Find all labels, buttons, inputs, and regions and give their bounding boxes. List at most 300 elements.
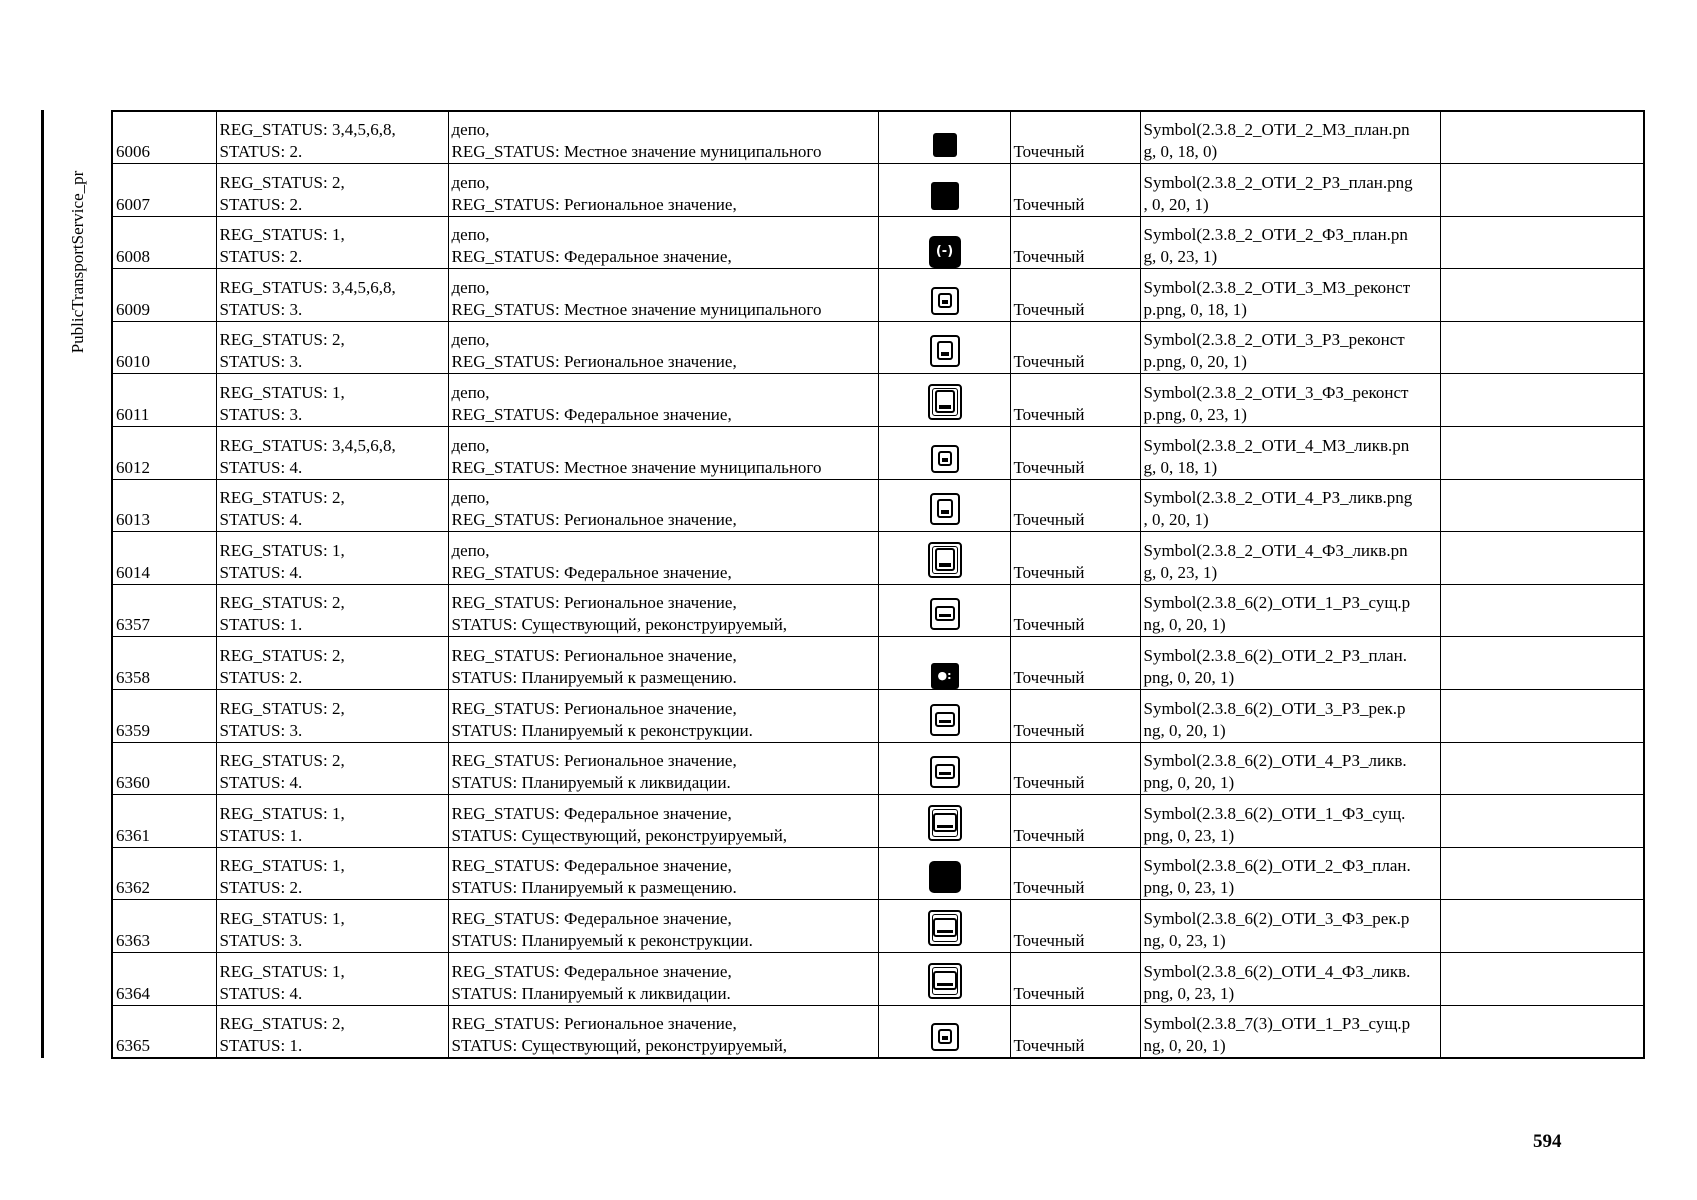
description-line: REG_STATUS: Региональное значение, — [451, 646, 737, 666]
description-line: REG_STATUS: Региональное значение, — [451, 1013, 737, 1033]
geometry-text: Точечный — [1013, 668, 1085, 688]
geometry-cell — [1010, 847, 1140, 900]
symbol-line: Symbol(2.3.8_6(2)_ОТИ_2_ФЗ_план. — [1143, 856, 1411, 876]
extra-cell — [1440, 216, 1644, 269]
code-cell — [112, 1005, 216, 1058]
symbol-preview-cell — [878, 900, 1010, 953]
condition-line: STATUS: 2. — [219, 142, 303, 162]
table-row — [112, 742, 1644, 795]
geometry-cell — [1010, 532, 1140, 585]
description-cell — [448, 111, 878, 164]
symbol-line: , 0, 20, 1) — [1143, 194, 1209, 214]
description-cell — [448, 321, 878, 374]
symbol-cell — [1140, 216, 1440, 269]
symbol-preview-cell — [878, 742, 1010, 795]
symbol-preview-cell — [878, 269, 1010, 322]
code-cell — [112, 532, 216, 585]
description-line: REG_STATUS: Федеральное значение, — [451, 247, 732, 267]
condition-cell — [216, 374, 448, 427]
depot-reconstruction-federal-icon — [928, 405, 962, 424]
description-cell — [448, 269, 878, 322]
condition-cell — [216, 742, 448, 795]
description-line: STATUS: Планируемый к ликвидации. — [451, 773, 731, 793]
description-line: REG_STATUS: Региональное значение, — [451, 593, 737, 613]
description-line: депо, — [451, 225, 490, 245]
condition-cell — [216, 584, 448, 637]
condition-line: REG_STATUS: 1, — [219, 225, 345, 245]
geometry-cell — [1010, 216, 1140, 269]
code-cell — [112, 584, 216, 637]
description-line: REG_STATUS: Федеральное значение, — [451, 803, 732, 823]
code-cell — [112, 742, 216, 795]
symbol-line: Symbol(2.3.8_2_ОТИ_2_РЗ_план.png — [1143, 172, 1413, 192]
geometry-cell — [1010, 164, 1140, 217]
table-row — [112, 900, 1644, 953]
geometry-text: Точечный — [1013, 247, 1085, 267]
symbol-line: g, 0, 23, 1) — [1143, 562, 1218, 582]
symbol-line: Symbol(2.3.8_6(2)_ОТИ_4_РЗ_ликв. — [1143, 751, 1407, 771]
depot-liquidation-local-icon — [931, 458, 959, 477]
symbol-preview-cell — [878, 532, 1010, 585]
geometry-cell — [1010, 795, 1140, 848]
depot-liquidation-federal-icon — [928, 563, 962, 582]
condition-line: REG_STATUS: 2, — [219, 646, 345, 666]
geometry-text: Точечный — [1013, 983, 1085, 1003]
code-cell — [112, 690, 216, 743]
symbol-cell — [1140, 321, 1440, 374]
symbol-line: png, 0, 20, 1) — [1143, 773, 1235, 793]
geometry-cell — [1010, 111, 1140, 164]
depot-planned-local-icon — [933, 142, 957, 161]
description-cell — [448, 742, 878, 795]
condition-line: STATUS: 4. — [219, 457, 303, 477]
extra-cell — [1440, 269, 1644, 322]
description-cell — [448, 427, 878, 480]
geometry-text: Точечный — [1013, 720, 1085, 740]
condition-line: REG_STATUS: 1, — [219, 909, 345, 928]
geometry-text: Точечный — [1013, 299, 1085, 319]
extra-cell — [1440, 321, 1644, 374]
geometry-text: Точечный — [1013, 457, 1085, 477]
description-cell — [448, 584, 878, 637]
description-cell — [448, 900, 878, 953]
description-line: REG_STATUS: Региональное значение, — [451, 510, 737, 530]
condition-cell — [216, 900, 448, 953]
code-text: 6010 — [116, 352, 150, 372]
description-line: депо, — [451, 120, 490, 140]
code-cell — [112, 111, 216, 164]
code-text: 6008 — [116, 247, 150, 267]
condition-line: STATUS: 2. — [219, 878, 303, 898]
description-line: STATUS: Планируемый к реконструкции. — [451, 931, 753, 950]
symbol-line: png, 0, 23, 1) — [1143, 825, 1235, 845]
condition-line: STATUS: 4. — [219, 510, 303, 530]
geometry-text: Точечный — [1013, 773, 1085, 793]
code-text: 6359 — [116, 720, 150, 740]
extra-cell — [1440, 953, 1644, 1006]
table-row — [112, 111, 1644, 164]
symbol-line: Symbol(2.3.8_7(3)_ОТИ_1_РЗ_сущ.p — [1143, 1013, 1411, 1033]
symbol-line: р.png, 0, 23, 1) — [1143, 405, 1247, 425]
description-cell — [448, 795, 878, 848]
condition-line: STATUS: 4. — [219, 773, 303, 793]
symbol-preview-cell — [878, 584, 1010, 637]
geometry-cell — [1010, 427, 1140, 480]
code-text: 6361 — [116, 825, 150, 845]
description-line: REG_STATUS: Местное значение муниципального — [451, 457, 822, 477]
extra-cell — [1440, 479, 1644, 532]
symbol-preview-cell — [878, 637, 1010, 690]
symbol-line: р.png, 0, 18, 1) — [1143, 299, 1247, 319]
extra-cell — [1440, 900, 1644, 953]
geometry-cell — [1010, 1005, 1140, 1058]
code-text: 6360 — [116, 773, 150, 793]
symbol-cell — [1140, 584, 1440, 637]
geometry-cell — [1010, 742, 1140, 795]
symbol-line: png, 0, 20, 1) — [1143, 668, 1235, 688]
table-row — [112, 1005, 1644, 1058]
extra-cell — [1440, 742, 1644, 795]
geometry-cell — [1010, 637, 1140, 690]
extra-cell — [1440, 584, 1644, 637]
condition-cell — [216, 953, 448, 1006]
geometry-cell — [1010, 584, 1140, 637]
condition-cell — [216, 690, 448, 743]
table-row — [112, 216, 1644, 269]
code-cell — [112, 374, 216, 427]
extra-cell — [1440, 164, 1644, 217]
page-number: 594 — [1533, 1131, 1562, 1152]
condition-line: REG_STATUS: 2, — [219, 172, 345, 192]
condition-line: STATUS: 1. — [219, 1035, 303, 1055]
condition-line: REG_STATUS: 1, — [219, 856, 345, 876]
condition-line: STATUS: 3. — [219, 299, 303, 319]
symbol-preview-cell — [878, 690, 1010, 743]
geometry-text: Точечный — [1013, 142, 1085, 162]
table-row — [112, 374, 1644, 427]
depot-planned-federal-icon: (-) — [929, 240, 961, 259]
extra-cell — [1440, 847, 1644, 900]
extra-cell — [1440, 374, 1644, 427]
symbol-cell — [1140, 637, 1440, 690]
table-row — [112, 321, 1644, 374]
symbol-line: р.png, 0, 20, 1) — [1143, 352, 1247, 372]
symbol-line: png, 0, 23, 1) — [1143, 878, 1235, 898]
geometry-text: Точечный — [1013, 1035, 1085, 1055]
symbol-line: ng, 0, 20, 1) — [1143, 720, 1226, 740]
condition-cell — [216, 637, 448, 690]
table-row — [112, 427, 1644, 480]
geometry-cell — [1010, 321, 1140, 374]
symbol-cell — [1140, 953, 1440, 1006]
table-row — [112, 164, 1644, 217]
code-cell — [112, 479, 216, 532]
bus-existing-regional-icon — [930, 615, 960, 634]
geometry-text: Точечный — [1013, 510, 1085, 530]
code-cell — [112, 427, 216, 480]
condition-cell — [216, 427, 448, 480]
symbol-preview-cell — [878, 847, 1010, 900]
geometry-cell — [1010, 690, 1140, 743]
condition-cell — [216, 321, 448, 374]
bus-reconstruction-regional-icon — [930, 721, 960, 740]
symbol-line: Symbol(2.3.8_2_ОТИ_3_ФЗ_реконст — [1143, 383, 1409, 403]
condition-cell — [216, 1005, 448, 1058]
symbol-preview-cell — [878, 1005, 1010, 1058]
table-row — [112, 795, 1644, 848]
description-line: STATUS: Планируемый к размещению. — [451, 668, 737, 688]
symbol-line: Symbol(2.3.8_2_ОТИ_2_ФЗ_план.pn — [1143, 225, 1408, 245]
condition-cell — [216, 269, 448, 322]
description-line: STATUS: Планируемый к ликвидации. — [451, 983, 731, 1003]
condition-line: REG_STATUS: 2, — [219, 593, 345, 613]
table-row — [112, 532, 1644, 585]
description-line: депо, — [451, 435, 490, 455]
description-line: REG_STATUS: Региональное значение, — [451, 194, 737, 214]
code-text: 6014 — [116, 562, 150, 582]
geometry-text: Точечный — [1013, 562, 1085, 582]
symbol-cell — [1140, 374, 1440, 427]
table-row — [112, 479, 1644, 532]
description-line: STATUS: Существующий, реконструируемый, — [451, 825, 788, 845]
code-text: 6362 — [116, 878, 150, 898]
left-margin-rule — [41, 110, 44, 1058]
symbol-line: Symbol(2.3.8_6(2)_ОТИ_1_РЗ_сущ.p — [1143, 593, 1411, 613]
description-line: депо, — [451, 330, 490, 350]
symbol-cell — [1140, 742, 1440, 795]
symbol-cell — [1140, 532, 1440, 585]
bus-planned-regional-icon: ●: — [931, 664, 959, 683]
symbol-line: Symbol(2.3.8_6(2)_ОТИ_3_ФЗ_рек.p — [1143, 909, 1410, 928]
code-cell — [112, 900, 216, 953]
symbol-line: Symbol(2.3.8_2_ОТИ_2_МЗ_план.pn — [1143, 120, 1410, 140]
symbol-cell — [1140, 795, 1440, 848]
symbol-line: g, 0, 18, 1) — [1143, 457, 1218, 477]
table-row — [112, 690, 1644, 743]
condition-line: REG_STATUS: 1, — [219, 803, 345, 823]
description-cell — [448, 216, 878, 269]
geometry-text: Точечный — [1013, 615, 1085, 635]
description-line: STATUS: Существующий, реконструируемый, — [451, 1035, 788, 1055]
extra-cell — [1440, 795, 1644, 848]
description-cell — [448, 1005, 878, 1058]
code-text: 6364 — [116, 983, 150, 1003]
geometry-text: Точечный — [1013, 825, 1085, 845]
description-cell — [448, 374, 878, 427]
extra-cell — [1440, 532, 1644, 585]
condition-line: STATUS: 1. — [219, 825, 303, 845]
description-line: REG_STATUS: Федеральное значение, — [451, 961, 732, 981]
geometry-cell — [1010, 374, 1140, 427]
condition-line: REG_STATUS: 2, — [219, 698, 345, 718]
description-line: REG_STATUS: Региональное значение, — [451, 751, 737, 771]
symbol-line: Symbol(2.3.8_6(2)_ОТИ_4_ФЗ_ликв. — [1143, 961, 1411, 981]
condition-line: STATUS: 4. — [219, 562, 303, 582]
condition-line: REG_STATUS: 2, — [219, 488, 345, 508]
symbol-cell — [1140, 427, 1440, 480]
symbol-line: g, 0, 18, 0) — [1143, 142, 1218, 162]
description-line: REG_STATUS: Федеральное значение, — [451, 909, 732, 928]
geometry-cell — [1010, 479, 1140, 532]
geometry-cell — [1010, 900, 1140, 953]
description-cell — [448, 532, 878, 585]
code-cell — [112, 637, 216, 690]
description-line: депо, — [451, 488, 490, 508]
tram-existing-regional-icon — [931, 1036, 959, 1055]
description-line: депо, — [451, 383, 490, 403]
symbol-cell — [1140, 1005, 1440, 1058]
symbol-cell — [1140, 690, 1440, 743]
symbol-cell — [1140, 269, 1440, 322]
geometry-text: Точечный — [1013, 931, 1085, 950]
description-line: REG_STATUS: Региональное значение, — [451, 698, 737, 718]
condition-cell — [216, 532, 448, 585]
symbol-line: png, 0, 23, 1) — [1143, 983, 1235, 1003]
code-cell — [112, 847, 216, 900]
condition-line: STATUS: 3. — [219, 931, 303, 950]
code-cell — [112, 795, 216, 848]
depot-liquidation-regional-icon — [930, 510, 960, 529]
extra-cell — [1440, 427, 1644, 480]
code-cell — [112, 953, 216, 1006]
geometry-cell — [1010, 953, 1140, 1006]
symbol-preview-cell — [878, 216, 1010, 269]
depot-reconstruction-regional-icon — [930, 352, 960, 371]
symbol-line: Symbol(2.3.8_2_ОТИ_4_РЗ_ликв.png — [1143, 488, 1413, 508]
code-cell — [112, 321, 216, 374]
table-row — [112, 847, 1644, 900]
extra-cell — [1440, 690, 1644, 743]
description-line: депо, — [451, 172, 490, 192]
symbol-cell — [1140, 847, 1440, 900]
description-line: REG_STATUS: Местное значение муниципального — [451, 299, 822, 319]
symbol-line: Symbol(2.3.8_2_ОТИ_4_МЗ_ликв.pn — [1143, 435, 1410, 455]
symbol-line: Symbol(2.3.8_6(2)_ОТИ_2_РЗ_план. — [1143, 646, 1407, 666]
condition-line: STATUS: 3. — [219, 720, 303, 740]
symbol-preview-cell — [878, 479, 1010, 532]
description-line: депо, — [451, 277, 490, 297]
symbol-cell — [1140, 164, 1440, 217]
description-line: REG_STATUS: Федеральное значение, — [451, 856, 732, 876]
code-text: 6011 — [116, 405, 150, 425]
condition-line: REG_STATUS: 3,4,5,6,8, — [219, 277, 396, 297]
condition-line: REG_STATUS: 1, — [219, 540, 345, 560]
condition-cell — [216, 111, 448, 164]
description-line: REG_STATUS: Федеральное значение, — [451, 405, 732, 425]
condition-cell — [216, 216, 448, 269]
symbol-preview-cell — [878, 953, 1010, 1006]
side-label: PublicTransportService_pr — [68, 170, 87, 354]
depot-planned-regional-icon — [931, 195, 959, 214]
condition-line: STATUS: 3. — [219, 352, 303, 372]
condition-cell — [216, 479, 448, 532]
code-cell — [112, 216, 216, 269]
symbol-line: Symbol(2.3.8_2_ОТИ_3_РЗ_реконст — [1143, 330, 1405, 350]
symbol-line: g, 0, 23, 1) — [1143, 247, 1218, 267]
description-cell — [448, 164, 878, 217]
code-text: 6363 — [116, 931, 150, 950]
symbol-preview-cell — [878, 427, 1010, 480]
symbol-cell — [1140, 111, 1440, 164]
table-row — [112, 953, 1644, 1006]
extra-cell — [1440, 637, 1644, 690]
geometry-cell — [1010, 269, 1140, 322]
symbol-line: Symbol(2.3.8_2_ОТИ_4_ФЗ_ликв.pn — [1143, 540, 1408, 560]
condition-line: STATUS: 4. — [219, 983, 303, 1003]
symbol-line: ng, 0, 23, 1) — [1143, 931, 1226, 950]
description-line: STATUS: Планируемый к размещению. — [451, 878, 737, 898]
description-line: REG_STATUS: Региональное значение, — [451, 352, 737, 372]
code-text: 6007 — [116, 194, 150, 214]
symbol-cell — [1140, 900, 1440, 953]
table-row — [112, 269, 1644, 322]
description-line: STATUS: Существующий, реконструируемый, — [451, 615, 788, 635]
description-cell — [448, 847, 878, 900]
code-cell — [112, 269, 216, 322]
description-cell — [448, 479, 878, 532]
geometry-text: Точечный — [1013, 194, 1085, 214]
symbol-table — [111, 110, 1645, 1059]
code-text: 6009 — [116, 299, 150, 319]
code-text: 6012 — [116, 457, 150, 477]
condition-cell — [216, 847, 448, 900]
condition-line: STATUS: 2. — [219, 247, 303, 267]
condition-line: REG_STATUS: 2, — [219, 751, 345, 771]
bus-liquidation-regional-icon — [930, 773, 960, 792]
bus-planned-federal-icon — [929, 878, 961, 897]
code-text: 6013 — [116, 510, 150, 530]
code-text: 6357 — [116, 615, 150, 635]
symbol-line: Symbol(2.3.8_6(2)_ОТИ_3_РЗ_рек.p — [1143, 698, 1406, 718]
condition-line: REG_STATUS: 3,4,5,6,8, — [219, 435, 396, 455]
code-cell — [112, 164, 216, 217]
symbol-preview-cell — [878, 111, 1010, 164]
bus-existing-federal-icon — [928, 826, 962, 845]
description-cell — [448, 637, 878, 690]
description-line: STATUS: Планируемый к реконструкции. — [451, 720, 753, 740]
symbol-line: Symbol(2.3.8_6(2)_ОТИ_1_ФЗ_сущ. — [1143, 803, 1406, 823]
description-cell — [448, 690, 878, 743]
condition-line: STATUS: 3. — [219, 405, 303, 425]
symbol-line: ng, 0, 20, 1) — [1143, 1035, 1226, 1055]
description-line: REG_STATUS: Местное значение муниципального — [451, 142, 822, 162]
depot-reconstruction-local-icon — [931, 300, 959, 319]
code-text: 6006 — [116, 142, 150, 162]
bus-reconstruction-federal-icon — [928, 931, 962, 950]
description-cell — [448, 953, 878, 1006]
extra-cell — [1440, 1005, 1644, 1058]
symbol-line: , 0, 20, 1) — [1143, 510, 1209, 530]
bus-liquidation-federal-icon — [928, 984, 962, 1003]
symbol-preview-cell — [878, 795, 1010, 848]
condition-line: REG_STATUS: 3,4,5,6,8, — [219, 120, 396, 140]
code-text: 6358 — [116, 668, 150, 688]
condition-cell — [216, 795, 448, 848]
symbol-line: ng, 0, 20, 1) — [1143, 615, 1226, 635]
symbol-cell — [1140, 479, 1440, 532]
geometry-text: Точечный — [1013, 405, 1085, 425]
geometry-text: Точечный — [1013, 352, 1085, 372]
table-row — [112, 637, 1644, 690]
geometry-text: Точечный — [1013, 878, 1085, 898]
condition-line: REG_STATUS: 2, — [219, 330, 345, 350]
code-text: 6365 — [116, 1035, 150, 1055]
condition-line: REG_STATUS: 1, — [219, 383, 345, 403]
condition-line: STATUS: 1. — [219, 615, 303, 635]
table-row — [112, 584, 1644, 637]
symbol-line: Symbol(2.3.8_2_ОТИ_3_МЗ_реконст — [1143, 277, 1411, 297]
symbol-preview-cell — [878, 374, 1010, 427]
